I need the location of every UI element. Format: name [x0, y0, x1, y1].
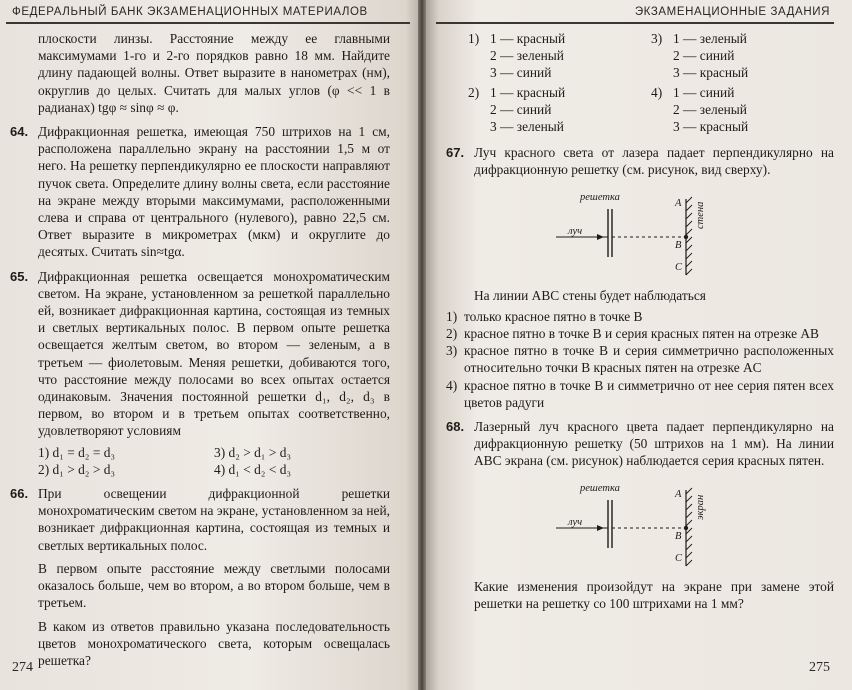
problem-64: [10, 123, 390, 261]
label-screen: экран: [695, 494, 706, 520]
problem-text: Луч красного света от лазера падает перпендикулярно на дифракционную решетку (см. рисунок, вид сверху).: [474, 145, 834, 178]
problem-68: [446, 418, 834, 470]
color-option-3: [651, 30, 834, 82]
label-point-b: B: [675, 530, 682, 542]
label-grating: решетка: [580, 482, 620, 494]
answer-item: [446, 325, 834, 342]
problem-number: 67.: [446, 145, 465, 161]
color-option-2: [468, 84, 651, 136]
answer-text: красное пятно в точке B и серия красных пятен на отрезке AB: [464, 326, 819, 342]
answer-option: 4) d₁ < d₂ < d₃: [214, 461, 292, 477]
running-head-right: ЭКЗАМЕНАЦИОННЫЕ ЗАДАНИЯ: [634, 6, 830, 18]
answer-number: 3): [446, 343, 458, 359]
option-label: 1): [468, 31, 480, 46]
problem-number: 65.: [10, 268, 29, 284]
label-point-b: B: [675, 239, 682, 251]
problem-text: В каком из ответов правильно указана последовательность цветов монохроматического света, которым освещалась решетка?: [38, 618, 390, 668]
page-number-right: 275: [809, 660, 830, 675]
problem-number: 66.: [10, 486, 29, 502]
answer-number: 4): [446, 377, 458, 393]
left-column: [10, 30, 390, 669]
option-label: 4): [651, 84, 663, 100]
color-option-4: [651, 84, 834, 136]
answer-item: [446, 308, 834, 325]
color-answer-options: [446, 30, 834, 137]
option-line: 3 — красный: [673, 119, 749, 135]
running-head-left: ФЕДЕРАЛЬНЫЙ БАНК ЭКЗАМЕНАЦИОННЫХ МАТЕРИАЛОВ: [12, 6, 368, 18]
answer-text: красное пятно в точке B и серия симметрично расположенных относительно точки B красных пятен на отрезке AC: [464, 343, 834, 376]
answer-option: 3) d₂ > d₁ > d₃: [214, 444, 292, 460]
label-wall: стена: [695, 201, 706, 229]
question-67: На линии ABC стены будет наблюдаться: [474, 287, 706, 303]
diagram-grating-screen: [526, 476, 726, 572]
right-page: [426, 0, 852, 690]
answer-number: 1): [446, 308, 458, 324]
label-ray: луч: [568, 516, 583, 528]
option-line: 1 — зеленый: [673, 31, 747, 46]
problem-text: В первом опыте расстояние между светлыми полосами оказалось больше, чем во втором, а во втором больше, чем в третьем.: [38, 560, 390, 611]
problem-number: 68.: [446, 419, 465, 435]
answers-67: [446, 308, 834, 411]
book-gutter: [418, 0, 426, 690]
label-grating: решетка: [580, 191, 620, 203]
option-line: 2 — синий: [673, 48, 735, 64]
right-column: [446, 30, 834, 616]
problem-65: [10, 268, 390, 440]
page-number-left: 274: [12, 660, 33, 675]
ray-arrowhead: [597, 234, 604, 240]
answer-option: 2) d₁ > d₂ > d₃: [38, 461, 116, 477]
answer-number: 2): [446, 326, 458, 342]
answer-option: 1) d₁ = d₂ = d₃: [38, 444, 116, 460]
question-68: Какие изменения произойдут на экране при замене этой решетки на решетку со 100 штрихами на 1 мм?: [474, 578, 834, 611]
diagram-grating-wall: [526, 185, 726, 281]
answer-item: [446, 342, 834, 376]
option-line: 1 — красный: [490, 84, 566, 100]
left-page: [0, 0, 418, 690]
label-point-c: C: [675, 261, 683, 273]
problem-text: Дифракционная решетка освещается монохроматическим светом. На экране, установленном за решеткой параллельно ей, возникает дифракционная картина, состоящая из темных и светлых вертикальных полос. В первом опыте решетка освещается желтым светом, во втором — зеленым, а в третьем — фиолетовым. Меняя решетки, добиваются того, что расстояние между полосами во всех опытах остается одинаковым. Значения постоянной решетки d₁, d₂, d₃ в первом, во втором и в третьем опытах соответственно, удовлетворяют условиям: [38, 268, 390, 439]
option-line: 3 — красный: [673, 65, 749, 81]
problem-text: При освещении дифракционной решетки монохроматическим светом на экране, установленном за ней, возникает дифракционная картина, состоящая из темных и светлых вертикальных полос.: [38, 486, 390, 553]
point-b-dot: [684, 234, 688, 238]
figure-68-grating-screen: [446, 476, 834, 572]
option-line: 3 — зеленый: [490, 119, 564, 135]
problem-66: [10, 485, 390, 669]
ray-arrowhead: [597, 525, 604, 531]
problem-text: Лазерный луч красного цвета падает перпендикулярно на дифракционную решетку (50 штрихов на 1 мм). На линии ABC экрана (см. рисунок) наблюдается серия красных пятен.: [474, 419, 834, 469]
label-point-c: C: [675, 552, 683, 564]
label-point-a: A: [675, 488, 682, 500]
option-line: 2 — зеленый: [490, 48, 564, 64]
point-b-dot: [684, 525, 688, 529]
problem-number: 64.: [10, 124, 29, 140]
header-rule: [6, 22, 410, 24]
option-line: 3 — синий: [490, 65, 552, 81]
option-line: 2 — синий: [490, 101, 552, 117]
option-line: 1 — синий: [673, 84, 735, 100]
option-label: 3): [651, 31, 663, 46]
problem-67: [446, 144, 834, 178]
label-point-a: A: [675, 197, 682, 209]
header-rule: [436, 22, 834, 24]
label-ray: луч: [568, 225, 583, 237]
answer-text: только красное пятно в точке B: [464, 308, 643, 324]
option-line: 2 — зеленый: [673, 101, 747, 117]
problem-text: Дифракционная решетка, имеющая 750 штрихов на 1 см, расположена параллельно экрану на расстоянии 1,5 м от него. На решетку перпендикулярно ее плоскости направляют пучок света. Определите длину волны света, если расстояние на экране между вторыми максимумами, расположенными слева и справа от центрального (нулевого), равно 22,5 см. Ответ выразите в микрометрах (мкм) и округлите до десятых. Считать sin≈tgα.: [38, 124, 390, 260]
answer-options: [10, 444, 390, 478]
problem-63-continuation: плоскости линзы. Расстояние между ее главными максимумами 1-го и 2-го порядков равно 18 мм. Найдите длину падающей волны. Ответ выразите в нанометрах (нм), округлив до целых. Считать для малых углов (φ << 1 в радианах) tgφ ≈ sinφ ≈ φ.: [38, 31, 390, 115]
option-label: 2): [468, 84, 480, 100]
answer-text: красное пятно в точке B и симметрично от нее серия пятен всех цветов радуги: [464, 377, 834, 410]
answer-item: [446, 377, 834, 411]
color-option-1: [468, 30, 651, 82]
option-line: 1 — красный: [490, 31, 566, 46]
figure-67-grating-wall: [446, 185, 834, 281]
